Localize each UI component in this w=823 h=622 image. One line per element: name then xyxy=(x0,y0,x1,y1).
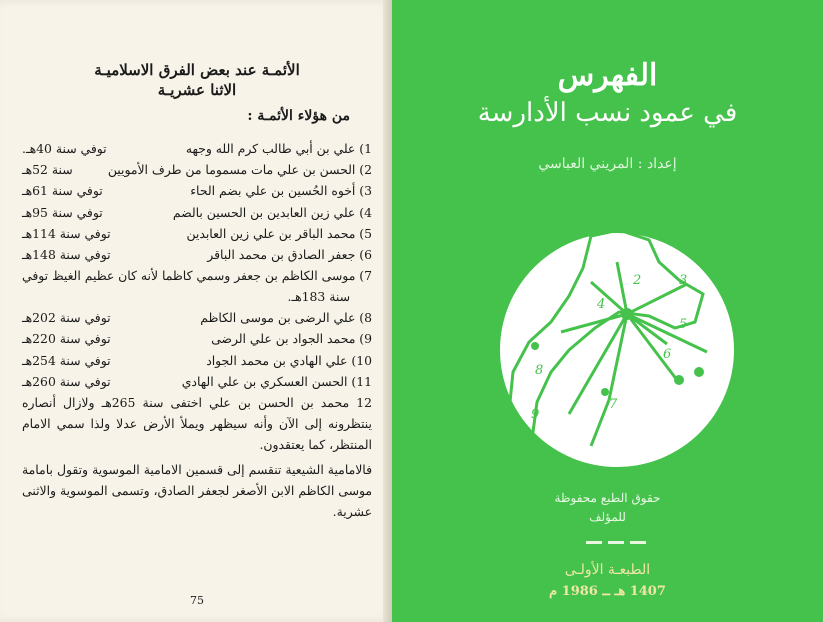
map-label: 9 xyxy=(531,407,540,422)
decorative-dashes xyxy=(586,539,646,547)
death-year: توفي سنة 148هـ xyxy=(22,247,111,263)
death-year: توفي سنة 95هـ xyxy=(22,204,103,220)
list-item xyxy=(22,223,372,244)
death-year: سنة 183هـ. xyxy=(287,289,350,305)
list-item xyxy=(22,371,372,392)
imam-name: 5) محمد الباقر بن علي زين العابدين xyxy=(186,225,372,241)
center-dot xyxy=(621,308,633,320)
dash xyxy=(608,541,624,544)
map-label: 4 xyxy=(597,297,606,312)
list-item xyxy=(22,180,372,201)
imam-name: 3) أخوه الحُسين بن علي بضم الحاء xyxy=(190,183,372,199)
death-year: توفي سنة 254هـ xyxy=(22,352,111,368)
imam-name: 11) الحسن العسكري بن علي الهادي xyxy=(181,373,372,389)
map-label: 8 xyxy=(535,363,544,378)
imam-name: 10) علي الهادي بن محمد الجواد xyxy=(206,352,372,368)
imam-name: 8) علي الرضى بن موسى الكاظم xyxy=(200,310,372,326)
imam-name: 7) موسى الكاظم بن جعفر وسمي كاظما لأنه كان عظيم الغيظ توفي xyxy=(22,268,372,284)
list-item xyxy=(22,265,372,307)
list-item xyxy=(22,350,372,371)
rights-line2: للمؤلف xyxy=(589,510,626,524)
imam-name: 1) علي بن أبي طالب كرم الله وجهه xyxy=(185,141,372,156)
list-item xyxy=(22,244,372,265)
death-year: توفي سنة 220هـ xyxy=(22,331,111,347)
cover-author: إعداد : المريني العباسي xyxy=(538,156,677,172)
map-label: 2 xyxy=(633,273,642,288)
cover-page xyxy=(392,0,823,622)
dash xyxy=(630,541,646,544)
location-dot xyxy=(531,342,539,350)
death-year: توفي سنة 202هـ xyxy=(22,310,111,326)
cover-subtitle: في عمود نسب الأدارسة xyxy=(477,98,738,128)
map-label: 3 xyxy=(679,273,688,288)
list-item xyxy=(22,138,372,159)
intro-text: من هؤلاء الأئمـة : xyxy=(247,108,350,124)
map-label: 6 xyxy=(663,347,672,362)
map-emblem xyxy=(499,232,735,468)
cover-title: الفهرس xyxy=(557,58,658,93)
imams-list xyxy=(22,138,372,455)
imam-name: 6) جعفر الصادق بن محمد الباقر xyxy=(207,247,372,263)
location-dot xyxy=(601,388,609,396)
imam-name: 4) علي زين العابدين بن الحسين بالضم xyxy=(172,204,372,220)
page-number: 75 xyxy=(190,594,204,607)
death-year: توفي سنة 260هـ xyxy=(22,373,111,389)
map-label: 7 xyxy=(609,397,618,412)
list-item xyxy=(22,202,372,223)
list-item xyxy=(22,159,372,180)
location-dot xyxy=(674,375,684,385)
death-year: سنة 52هـ xyxy=(22,162,73,178)
imam-name: 2) الحسن بن علي مات مسموما من طرف الأمويين xyxy=(107,162,372,178)
dash xyxy=(586,541,602,544)
list-item xyxy=(22,307,372,328)
page-title-line1: الأئمـة عند بعض الفرق الاسلاميـة xyxy=(94,61,300,79)
death-year: توفي سنة 114هـ xyxy=(22,225,111,241)
list-item xyxy=(22,392,372,455)
left-page xyxy=(0,0,395,622)
page-title-line2: الاثنا عشريـة xyxy=(157,81,237,99)
location-dot xyxy=(694,367,704,377)
edition-label: الطبعـة الأولـى xyxy=(564,562,651,578)
death-year: توفي سنة 61هـ xyxy=(22,183,103,199)
map-label: 5 xyxy=(679,317,688,332)
body-paragraph: فالامامية الشيعية تنقسم إلى قسمين الامامية الموسوية وتقول بامامة موسى الكاظم الابن الأصغر لجعفر الصادق، وتسمى الموسوية والاثنى عشرية. xyxy=(22,462,372,520)
publication-date: 1407 هـ ــ 1986 م xyxy=(549,584,666,599)
death-year: توفي سنة 40هـ. xyxy=(22,141,107,156)
imam-name: 12 محمد بن الحسن بن علي اختفى سنة 265هـ ولازال أنصاره ينتظرونه إلى الآن وأنه سيظهر ويملأ الأرض عدلا ولذا سمي الامام المنتظر، كما يعتقدون. xyxy=(22,395,372,453)
rights-line1: حقوق الطبع محفوظة xyxy=(554,491,661,505)
imam-name: 9) محمد الجواد بن علي الرضى xyxy=(211,331,372,347)
list-item xyxy=(22,328,372,349)
left-page-content xyxy=(22,60,372,522)
